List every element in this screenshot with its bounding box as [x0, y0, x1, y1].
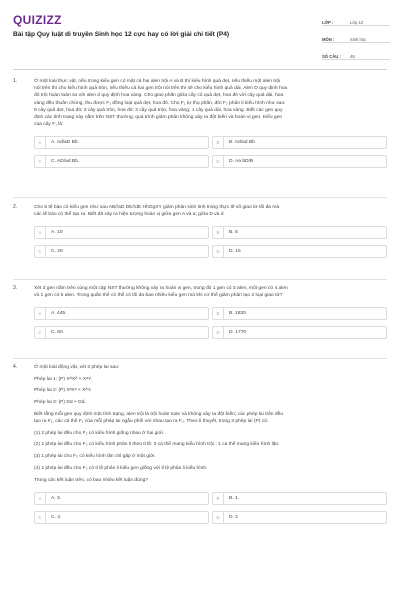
question-line: và 1 gen có 5 alen. Trong quần thể có thể có tối đa bao nhiêu kiểu gen mà khi cơ thể giảm phân tạo 2 loại giao tử?	[34, 293, 283, 299]
option-text: B. Ad/ad Bb	[229, 140, 255, 146]
option-text: D. 1770	[229, 330, 247, 336]
question-text	[34, 364, 387, 484]
option-text: C. 60.	[51, 330, 65, 336]
question-line: các tế bào có thể tạo ra. Biết đã xảy ra hiện tượng hoán vị giữa gen A và a; giữa D và d	[34, 212, 224, 218]
option-b[interactable]	[212, 226, 387, 239]
option-text: A. 3.	[51, 495, 62, 501]
option-letter: D	[213, 246, 224, 257]
option-d[interactable]	[212, 511, 387, 524]
question-line: vàng đều thuần chủng, thu được F₁ đồng loạt quả dẹt, hoa đỏ. Cho F₁ tự thụ phấn, đời F₂ phân li kiểu hình như sau:	[34, 100, 286, 106]
option-letter: A	[35, 493, 46, 504]
question-number: 3.	[13, 285, 18, 291]
option-c[interactable]	[34, 326, 209, 339]
question-line: Trong các kết luận trên, có bao nhiêu kết luận đúng?	[34, 477, 149, 483]
option-letter: A	[35, 308, 46, 319]
question-divider	[13, 279, 387, 280]
option-text: C. AD/ad Bb.	[51, 159, 80, 165]
option-letter: C	[35, 512, 46, 523]
option-text: B. 5	[229, 230, 238, 236]
option-d[interactable]	[212, 245, 387, 258]
question-line: Cho 5 tế bào có kiểu gen như sau AB//aD DE//dE HhGgXY giảm phân sinh tinh trùng thực tế số giao tử tối đa mà	[34, 205, 280, 210]
question-line: (2) 2 phép lai đều cho F₂ có kiểu hình phân li theo tỉ lệ: 3 cá thể mang kiểu hình trội : 1 cá thể mang kiểu hình lặn.	[34, 442, 280, 448]
option-text: C. 4.	[51, 514, 62, 520]
question-line: đỏ trội hoàn toàn so với alen d quy định hoa vàng. Cho giao phấn giữa cây có quả dẹt, hoa đỏ với cây quả dài, hoa	[34, 93, 284, 99]
answer-options	[34, 226, 387, 258]
question-3	[13, 285, 387, 339]
option-c[interactable]	[34, 245, 209, 258]
option-text: D. 15	[229, 249, 241, 255]
option-letter: C	[35, 156, 46, 167]
question-line: tạo ra F₁, các cá thể F₁ của mỗi phép lai ngẫu phối với nhau tạo ra F₂. Theo lí thuyết, trong 3 phép lai (P) có:	[34, 419, 269, 425]
question-text	[34, 285, 387, 299]
option-c[interactable]	[34, 511, 209, 524]
question-line: Phép lai 3: (P) Dd × Dd.	[34, 400, 86, 406]
option-a[interactable]	[34, 226, 209, 239]
header-divider	[13, 69, 387, 70]
info-label: MÔN :	[322, 37, 335, 42]
option-c[interactable]	[34, 155, 209, 168]
option-letter: B	[213, 137, 224, 148]
question-line: Xét 3 gen nằm trên cùng một cặp NST thường không xảy ra hoán vị gen, trong đó 1 gen có 3 alen, một gen có 4 alen	[34, 286, 288, 291]
option-d[interactable]	[212, 326, 387, 339]
question-line: 9 cây quả dẹt, hoa đỏ; 3 cây quả tròn, hoa đỏ; 3 cây quả tròn, hoa vàng; 1 cây quả dài, hoa vàng. Biết các gen quy	[34, 107, 283, 113]
info-label: SỐ CÂU :	[322, 54, 341, 59]
option-letter: D	[213, 512, 224, 523]
option-letter: B	[213, 227, 224, 238]
option-text: C. 20	[51, 249, 63, 255]
question-line: (3) 1 phép lai cho F₂ có kiểu hình lặn chỉ gặp ở một giới.	[34, 454, 156, 460]
option-letter: A	[35, 227, 46, 238]
question-text	[34, 204, 387, 218]
option-letter: C	[35, 246, 46, 257]
option-a[interactable]	[34, 492, 209, 505]
question-line: nói trên thì cho kiểu hình quả tròn, nếu thiếu cả hai gen trội nói trên thì sẽ cho kiểu hình quả dài. Alen D quy định hoa	[34, 86, 288, 92]
info-value: Lớp 12	[350, 20, 364, 25]
question-line: (4) 2 phép lai đều cho F₂ có tỉ lệ phân li kiểu gen giống với tỉ lệ phân li kiểu hình.	[34, 465, 208, 471]
question-text	[34, 78, 387, 128]
info-label: LỚP :	[322, 20, 334, 25]
option-text: A. Ad/aD Bb.	[51, 140, 80, 146]
option-a[interactable]	[34, 307, 209, 320]
page-title: Bài tập Quy luật di truyền Sinh học 12 cực hay có lời giải chi tiết (P4)	[13, 31, 230, 38]
option-text: A. 445.	[51, 311, 67, 317]
info-value: 48	[350, 54, 355, 59]
info-row-count	[322, 47, 390, 60]
question-line: (1) 2 phép lai đều cho F₂ có kiểu hình giống nhau ở hai giới.	[34, 430, 165, 436]
option-letter: B	[213, 308, 224, 319]
answer-options	[34, 136, 387, 168]
question-line: Ở một loài động vật, xét 3 phép lai sau:	[34, 365, 120, 370]
question-divider	[13, 358, 387, 359]
question-number: 1.	[13, 78, 18, 84]
question-number: 4.	[13, 364, 18, 370]
info-value: Sinh học	[350, 37, 367, 42]
info-table	[322, 13, 390, 60]
answer-options	[34, 492, 387, 524]
question-line: định các tính trạng này nằm trên NST thường, quá trình giảm phân không xảy ra đột biến và hoán vị gen. Kiểu gen	[34, 115, 283, 121]
question-4	[13, 364, 387, 524]
quizizz-logo: QUIZIZZ	[13, 13, 62, 27]
option-b[interactable]	[212, 307, 387, 320]
question-2	[13, 204, 387, 258]
option-letter: B	[213, 493, 224, 504]
option-text: B. 1830	[229, 311, 246, 317]
option-letter: A	[35, 137, 46, 148]
option-text: D. 2	[229, 514, 238, 520]
option-text: D. Aa bD/B	[229, 159, 254, 165]
question-line: Phép lai 1: (P) XᴬXᴬ × XᵃY.	[34, 376, 92, 382]
info-row-subject	[322, 30, 390, 43]
option-letter: C	[35, 327, 46, 338]
option-text: A. 10	[51, 230, 63, 236]
option-d[interactable]	[212, 155, 387, 168]
question-divider	[13, 197, 387, 198]
question-line: Biết rằng mỗi gen quy định một tính trạng, alen trội là trội hoàn toàn và không xảy ra đột biến; các phép lai trên đều	[34, 411, 284, 417]
info-row-class	[322, 13, 390, 26]
question-number: 2.	[13, 204, 18, 210]
option-b[interactable]	[212, 492, 387, 505]
option-text: B. 1.	[229, 495, 240, 501]
option-letter: D	[213, 156, 224, 167]
answer-options	[34, 307, 387, 339]
question-line: của cây F₁ là:	[34, 122, 64, 128]
question-line: Ở một loài thực vật, nếu trong kiểu gen có mặt cả hai alen trội A và B thì kiểu hình quả dẹt, nếu thiếu một alen trội	[34, 79, 281, 84]
option-letter: D	[213, 327, 224, 338]
question-line: Phép lai 2: (P) XᵃXᵃ × XᴬY.	[34, 388, 92, 394]
question-1	[13, 78, 387, 168]
option-b[interactable]	[212, 136, 387, 149]
option-a[interactable]	[34, 136, 209, 149]
